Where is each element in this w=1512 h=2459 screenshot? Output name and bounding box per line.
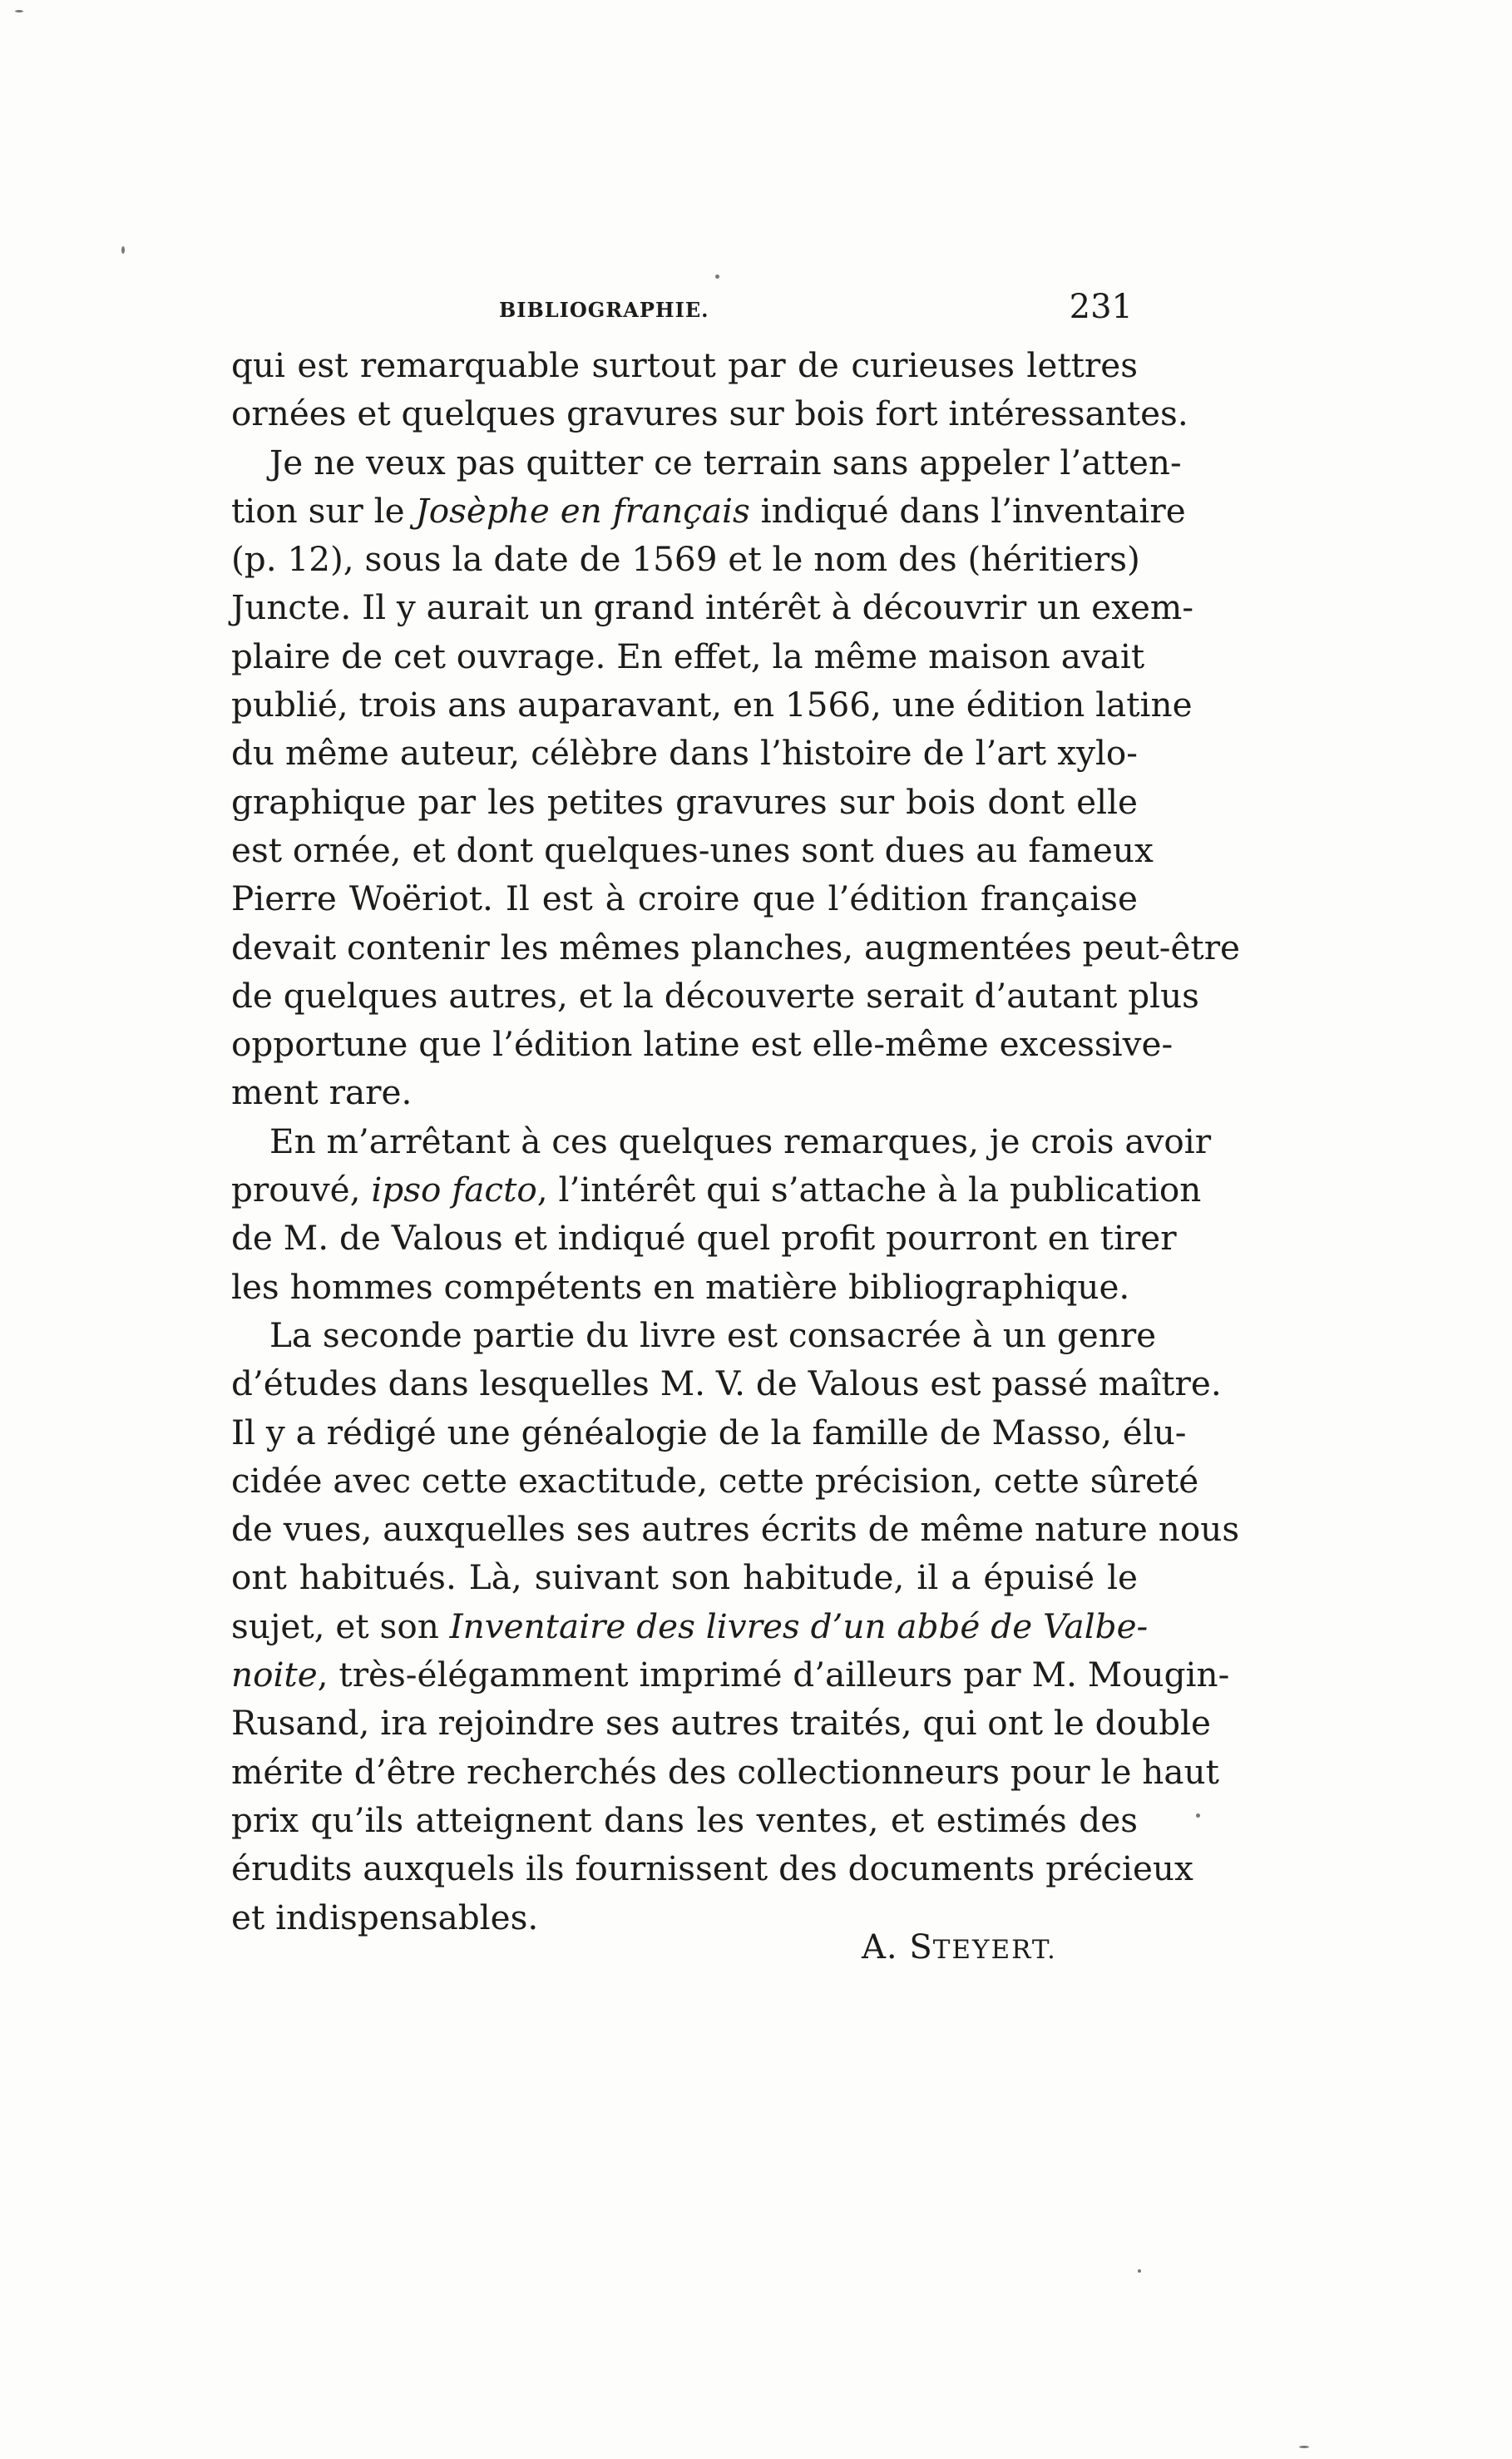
text-run: qui est remarquable surtout par de curieuses lettres: [231, 345, 1138, 385]
text-run: du même auteur, célèbre dans l’histoire de l’art xylo-: [231, 733, 1138, 774]
text-line: [231, 874, 1138, 923]
author-signature: [862, 1928, 1057, 1967]
italic-title: ipso facto: [371, 1170, 537, 1210]
text-run: sujet, et son: [231, 1606, 450, 1646]
text-run: opportune que l’édition latine est elle-même excessive-: [231, 1024, 1174, 1065]
text-run: ornées et quelques gravures sur bois fort intéressantes.: [231, 393, 1188, 434]
text-run: , l’intérêt qui s’attache à la publication: [536, 1170, 1202, 1210]
paper-speck: [1299, 2446, 1309, 2448]
text-run: et indispensables.: [231, 1897, 539, 1937]
italic-title: noite: [231, 1655, 318, 1695]
text-run: devait contenir les mêmes planches, augmentées peut-être: [231, 927, 1241, 967]
italic-title: Josèphe en français: [415, 490, 750, 531]
paper-speck: [1196, 1813, 1200, 1818]
text-line: [231, 1699, 1211, 1747]
text-run: Rusand, ira rejoindre ses autres traités, qui ont le double: [231, 1703, 1211, 1744]
text-run: de vues, auxquelles ses autres écrits de même nature nous: [231, 1509, 1240, 1550]
text-run: La seconde partie du livre est consacrée à un genre: [269, 1314, 1157, 1355]
text-line: [231, 729, 1138, 777]
text-run: est ornée, et dont quelques-unes sont dues au fameux: [231, 829, 1154, 870]
text-run: de quelques autres, et la découverte serait d’autant plus: [231, 975, 1199, 1016]
text-run: Juncte. Il y aurait un grand intérêt à découvrir un exem-: [231, 587, 1193, 628]
text-line: [231, 923, 1241, 972]
text-line: [231, 1068, 1138, 1116]
text-run: d’études dans lesquelles M. V. de Valous est passé maître.: [231, 1363, 1222, 1404]
text-run: prouvé,: [231, 1170, 372, 1210]
text-run: publié, trois ans auparavant, en 1566, une édition latine: [231, 685, 1193, 725]
text-run: (p. 12), sous la date de 1569 et le nom des (héritiers): [231, 539, 1140, 580]
text-run: les hommes compétents en matière bibliographique.: [231, 1266, 1130, 1307]
text-line: [231, 826, 1154, 874]
text-run: Il y a rédigé une généalogie de la famille de Masso, élu-: [231, 1412, 1187, 1452]
text-line: [231, 1359, 1222, 1408]
text-line: [231, 389, 1188, 438]
text-line: [231, 680, 1193, 729]
text-run: , très-élégamment imprimé d’ailleurs par M. Mougin-: [317, 1655, 1230, 1695]
text-line: [231, 1311, 1157, 1359]
text-line: [231, 778, 1138, 826]
running-head-title: BIBLIOGRAPHIE.: [499, 298, 709, 322]
text-run: érudits auxquels ils fournissent des documents précieux: [231, 1848, 1193, 1889]
paper-speck: [15, 10, 23, 12]
text-line: [231, 1553, 1138, 1601]
text-line: [231, 438, 1182, 487]
text-run: En m’arrêtant à ces quelques remarques, je crois avoir: [269, 1121, 1212, 1161]
page-number: 231: [1069, 288, 1133, 326]
text-line: [231, 1602, 1149, 1650]
text-line: [231, 535, 1138, 583]
paper-speck: [1138, 2269, 1141, 2273]
text-run: cidée avec cette exactitude, cette précision, cette sûreté: [231, 1460, 1199, 1501]
text-line: [231, 1020, 1174, 1068]
text-line: [231, 1505, 1240, 1553]
signature-initial: A. S: [862, 1928, 933, 1967]
text-run: tion sur le: [231, 490, 416, 531]
text-run: ont habitués. Là, suivant son habitude, il a épuisé le: [231, 1557, 1138, 1598]
text-run: indiqué dans l’inventaire: [749, 490, 1186, 531]
text-line: [231, 972, 1199, 1020]
text-run: Je ne veux pas quitter ce terrain sans appeler l’atten-: [269, 442, 1182, 482]
text-run: Pierre Woëriot. Il est à croire que l’édition française: [231, 878, 1138, 919]
text-line: [231, 1844, 1193, 1892]
text-line: [231, 1165, 1202, 1214]
paper-speck: [121, 246, 125, 254]
italic-title: Inventaire des livres d’un abbé de Valbe-: [449, 1606, 1149, 1646]
text-run: plaire de cet ouvrage. En effet, la même maison avait: [231, 636, 1145, 676]
text-line: [231, 1117, 1212, 1165]
signature-surname: TEYERT.: [932, 1935, 1057, 1965]
text-line: [231, 583, 1193, 631]
paper-speck: [715, 275, 719, 279]
text-line: [231, 341, 1138, 389]
text-line: [231, 1796, 1138, 1844]
text-line: [231, 1650, 1230, 1699]
text-run: graphique par les petites gravures sur bois dont elle: [231, 781, 1138, 822]
text-line: [231, 1214, 1177, 1262]
text-run: prix qu’ils atteignent dans les ventes, et estimés des: [231, 1799, 1138, 1840]
text-line: [231, 487, 1186, 535]
text-line: [231, 1457, 1199, 1505]
body-text: [231, 341, 1241, 1942]
text-run: de M. de Valous et indiqué quel profit pourront en tirer: [231, 1218, 1177, 1259]
text-run: ment rare.: [231, 1072, 413, 1113]
text-line: [231, 632, 1145, 680]
running-head: [233, 283, 1133, 333]
text-run: mérite d’être recherchés des collectionneurs pour le haut: [231, 1751, 1219, 1792]
text-line: [231, 1748, 1219, 1796]
text-line: [231, 1408, 1187, 1457]
text-line: [231, 1263, 1138, 1311]
